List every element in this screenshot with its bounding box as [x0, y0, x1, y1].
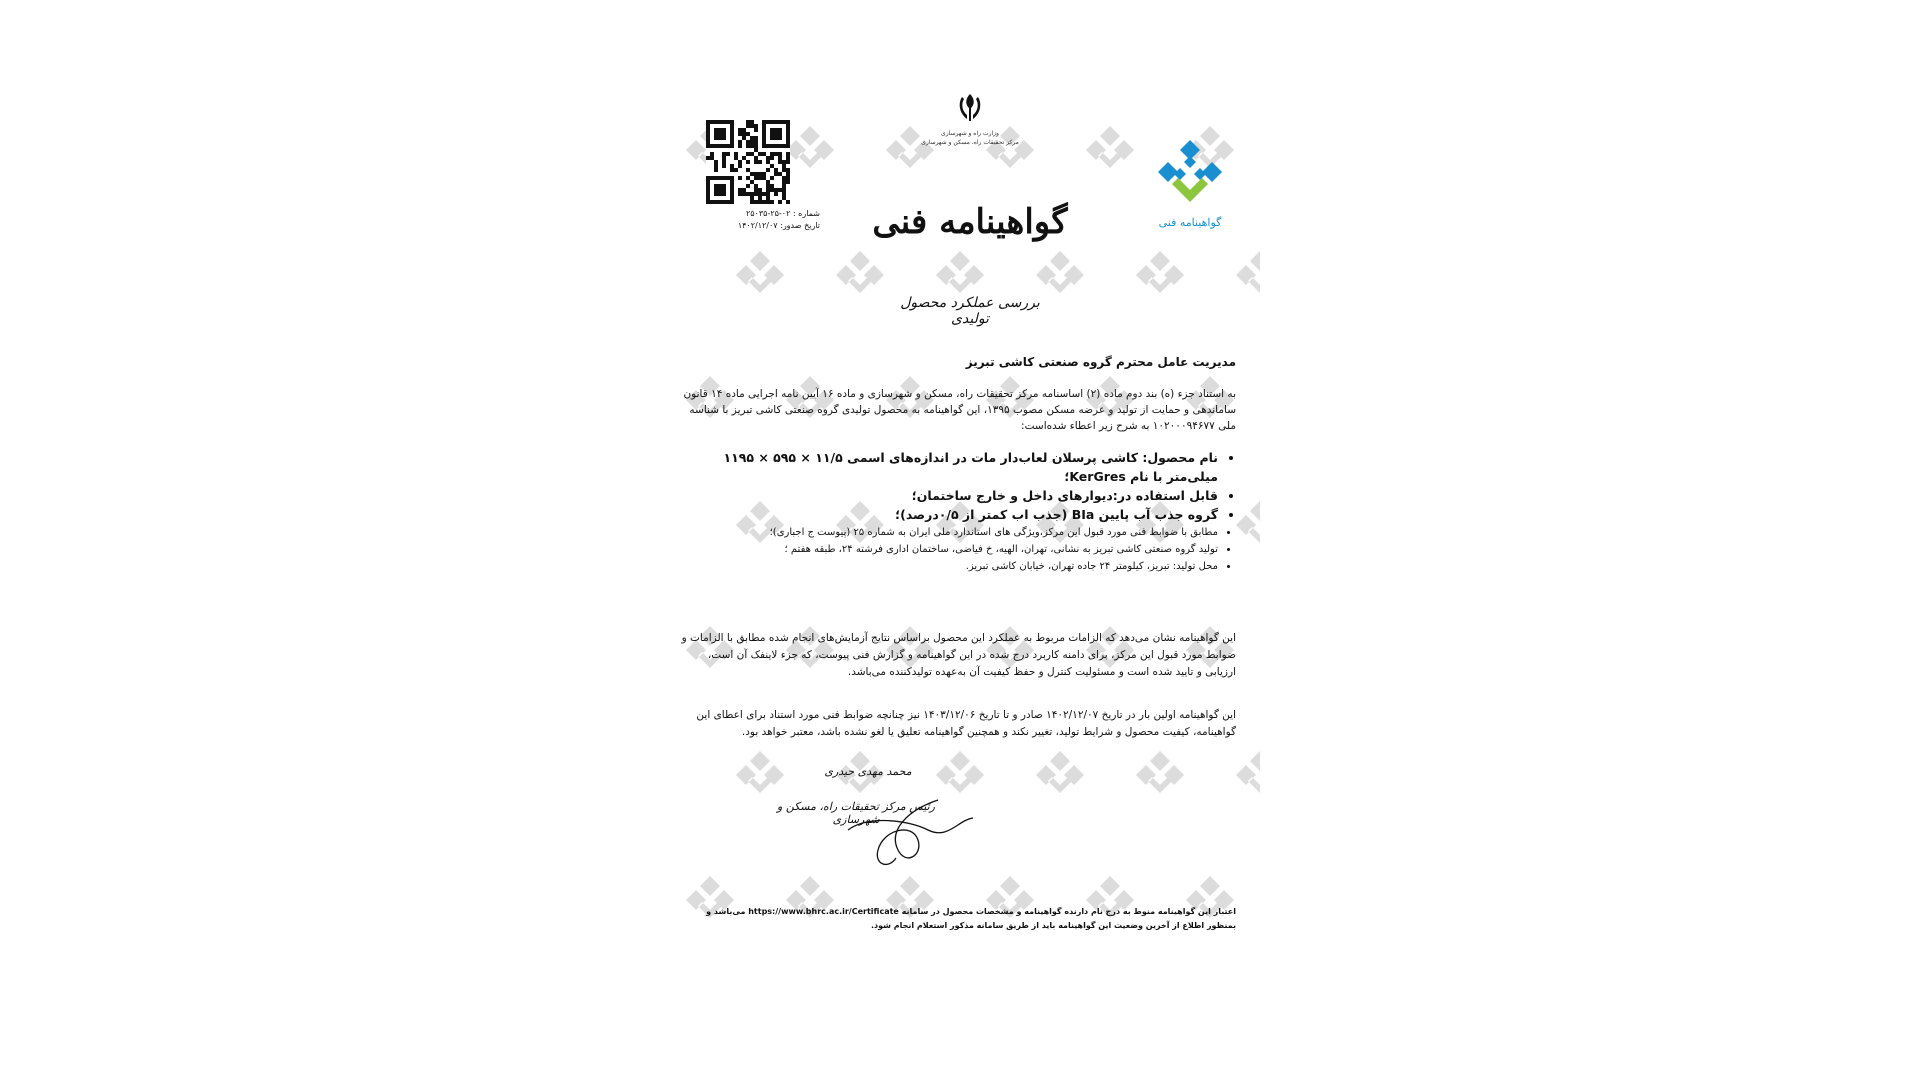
list-item: • مطابق با ضوابط فنی مورد قبول این مرکز،ویژگی های استاندارد ملی ایران به شماره ۲۵ (پیوست ج اجباری)؛: [678, 524, 1218, 541]
logo-caption: گواهینامه فنی: [1158, 216, 1222, 229]
list-item: • محل تولید: تبریز، کیلومتر ۲۴ جاده تهران، خیابان کاشی تبریز.: [678, 558, 1218, 575]
list-item: • قابل استفاده در:دیوارهای داخل و خارج ساختمان؛: [678, 486, 1218, 505]
issue-period-paragraph: این گواهینامه اولین بار در تاریخ ۱۴۰۲/۱۲/۰۷ صادر و تا تاریخ ۱۴۰۳/۱۲/۰۶ نیز چنانچه ضوابط فنی مورد استناد برای اعطای این گواهینامه، کیفیت محصول و شرایط تولید، تغییر نکند و همچنین گواهینامه تعلیق یا لغو نشده باشد، معتبر خواهد بود.: [696, 709, 1236, 738]
page-subtitle: بررسی عملکرد محصول تولیدی: [900, 295, 1040, 327]
list-item: • تولید گروه صنعتی کاشی تبریز به نشانی، تهران، الهیه، خ فیاضی، ساختمان اداری فرشته ۲۴، طبقه هفتم ؛: [678, 541, 1218, 558]
certificate-logo-block: [1150, 140, 1230, 229]
signatory-title: رئیس مرکز تحقیقات راه، مسکن و شهرسازی: [777, 800, 935, 826]
qr-code: [706, 120, 790, 204]
page-title: گواهینامه فنی: [872, 202, 1068, 242]
issue-date-label: تاریخ صدور:: [780, 221, 820, 230]
number-value: ۰۲-۲۵-۲۵۰۳۵: [745, 209, 791, 218]
ministry-emblem-block: [910, 110, 1030, 147]
list-item: • گروه جذب آب پایین BIa (جذب اب کمتر از ۰/۵درصد)؛: [678, 505, 1218, 524]
iran-emblem-icon: [953, 91, 987, 125]
technical-certificate-logo-icon: [1158, 140, 1222, 212]
list-item: • نام محصول: کاشی پرسلان لعاب‌دار مات در اندازه‌های اسمی ۱۱/۵ × ۵۹۵ × ۱۱۹۵ میلی‌متر با نام KerGres؛: [678, 448, 1218, 486]
footer-note: اعتبار این گواهینامه منوط به درج نام دارنده گواهینامه و مشخصات محصول در سامانه https://www.bhrc.ac.ir/Certificate می‌باشد و بمنظور اطلاع از آخرین وضعیت این گواهینامه باید از طریق سامانه مذکور استعلام انجام شود.: [706, 907, 1236, 930]
issue-date-value: ۱۴۰۲/۱۲/۰۷: [737, 221, 778, 230]
signatory-name: محمد مهدی حیدری: [824, 765, 912, 778]
ministry-line-1: وزارت راه و شهرسازی: [941, 130, 999, 137]
certificate-number-block: [700, 208, 820, 232]
ministry-line-2: مرکز تحقیقات راه، مسکن و شهرسازی: [921, 139, 1019, 146]
certificate-page: [680, 110, 1260, 1030]
validity-paragraph: این گواهینامه نشان می‌دهد که الزامات مربوط به عملکرد این محصول براساس نتایج آزمایش‌های انجام شده مطابق با الزامات و ضوابط مورد قبول این مرکز، برای دامنه کاربرد درج شده در این گواهینامه و گزارش فنی پیوست، که جزء لاینفک آن است، ارزیابی و تایید شده است و مسئولیت کنترل و حفظ کیفیت آن به‌عهده تولیدکننده می‌باشد.: [681, 632, 1236, 678]
intro-paragraph: به استناد جزء (ه) بند دوم ماده (۲) اساسنامه مرکز تحقیقات راه، مسکن و شهرسازی و ماده ۱۶ آیین نامه اجرایی ماده ۱۴ قانون ساماندهی و حمایت از تولید و عرضه مسکن مصوب ۱۳۹۵، این گواهینامه به محصول تولیدی گروه صنعتی کاشی تبریز با شناسه ملی ۱۰۲۰۰۰۹۴۶۷۷ به شرح زیر اعطاء شده‌است:: [683, 388, 1236, 432]
recipient-heading: مدیریت عامل محترم گروه صنعتی کاشی تبریز: [965, 355, 1236, 369]
certificate-details-list: [678, 448, 1236, 575]
number-label: شماره :: [792, 209, 820, 218]
